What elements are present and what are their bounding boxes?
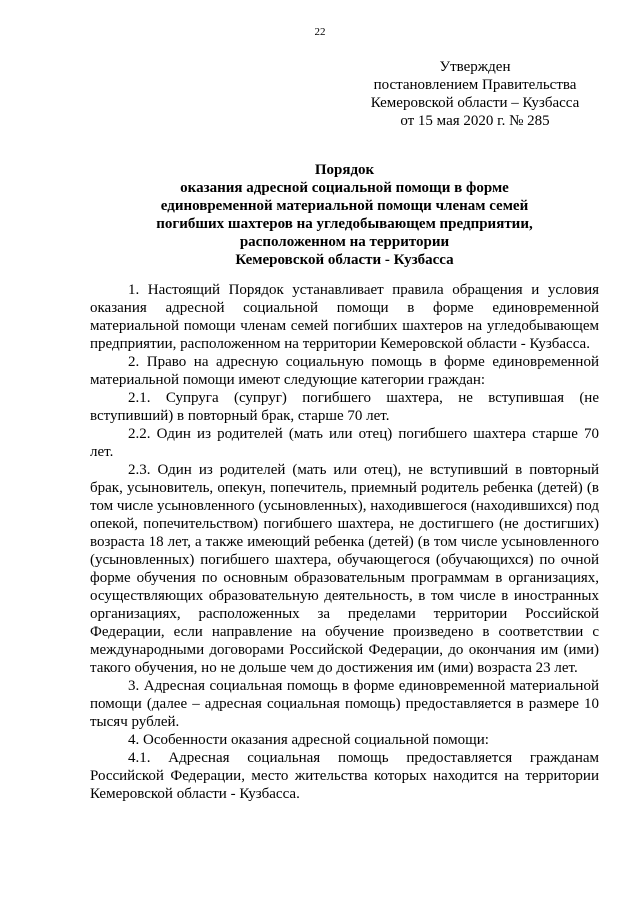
paragraph-3: 3. Адресная социальная помощь в форме единовременной материальной помощи (далее – адресная социальная помощь) предоставляется в размере 10 тысяч рублей. (90, 678, 599, 730)
approval-block (360, 58, 590, 130)
paragraph-2-3: 2.3. Один из родителей (мать или отец), не вступивший в повторный брак, усыновитель, опекун, попечитель, приемный родитель ребенка (детей) (в том числе усыновленного (усыновленных), находившегося (находившихся) под опекой, попечительством) погибшего шахтера, не достигшего (не достигших) возраста 18 лет, а также имеющий ребенка (детей) (в том числе усыновленного (усыновленных) погибшего шахтера, обучающегося (обучающихся) по очной форме обучения по основным образовательным программам в организациях, осуществляющих образовательную деятельность, в том числе в иностранных организациях, расположенных за пределами территории Российской Федерации, если направление на обучение произведено в соответствии с международными договорами Российской Федерации, до окончания им (ими) такого обучения, но не дольше чем до достижения им (ими) возраста 23 лет. (90, 462, 599, 676)
title-line: погибших шахтеров на угледобывающем предприятии, (156, 216, 533, 232)
approval-line: Утвержден (439, 59, 511, 75)
paragraph-4-1: 4.1. Адресная социальная помощь предоставляется гражданам Российской Федерации, место жительства которых находится на территории Кемеровской области - Кузбасса. (90, 750, 599, 802)
approval-line: Кемеровской области – Кузбасса (370, 95, 580, 111)
title-line: Порядок (314, 162, 375, 178)
page-number: 22 (314, 26, 326, 38)
approval-line: постановлением Правительства (373, 77, 577, 93)
document-title (90, 161, 599, 269)
title-line: единовременной материальной помощи членам семей (160, 198, 529, 214)
document-body (90, 281, 599, 803)
paragraph-4: 4. Особенности оказания адресной социальной помощи: (128, 732, 489, 748)
paragraph-2: 2. Право на адресную социальную помощь в форме единовременной материальной помощи имеют следующие категории граждан: (90, 354, 599, 388)
paragraph-1: 1. Настоящий Порядок устанавливает правила обращения и условия оказания адресной социальной помощи в форме единовременной материальной помощи членам семей погибших шахтеров на угледобывающем предприятии, расположенном на территории Кемеровской области - Кузбасса. (90, 282, 599, 352)
title-line: оказания адресной социальной помощи в форме (180, 180, 509, 196)
title-line: расположенном на территории (239, 234, 450, 250)
paragraph-2-2: 2.2. Один из родителей (мать или отец) погибшего шахтера старше 70 лет. (90, 426, 599, 460)
paragraph-2-1: 2.1. Супруга (супруг) погибшего шахтера, не вступившая (не вступивший) в повторный брак, старше 70 лет. (90, 390, 599, 424)
approval-line: от 15 мая 2020 г. № 285 (400, 113, 550, 129)
title-line: Кемеровской области - Кузбасса (235, 252, 454, 268)
